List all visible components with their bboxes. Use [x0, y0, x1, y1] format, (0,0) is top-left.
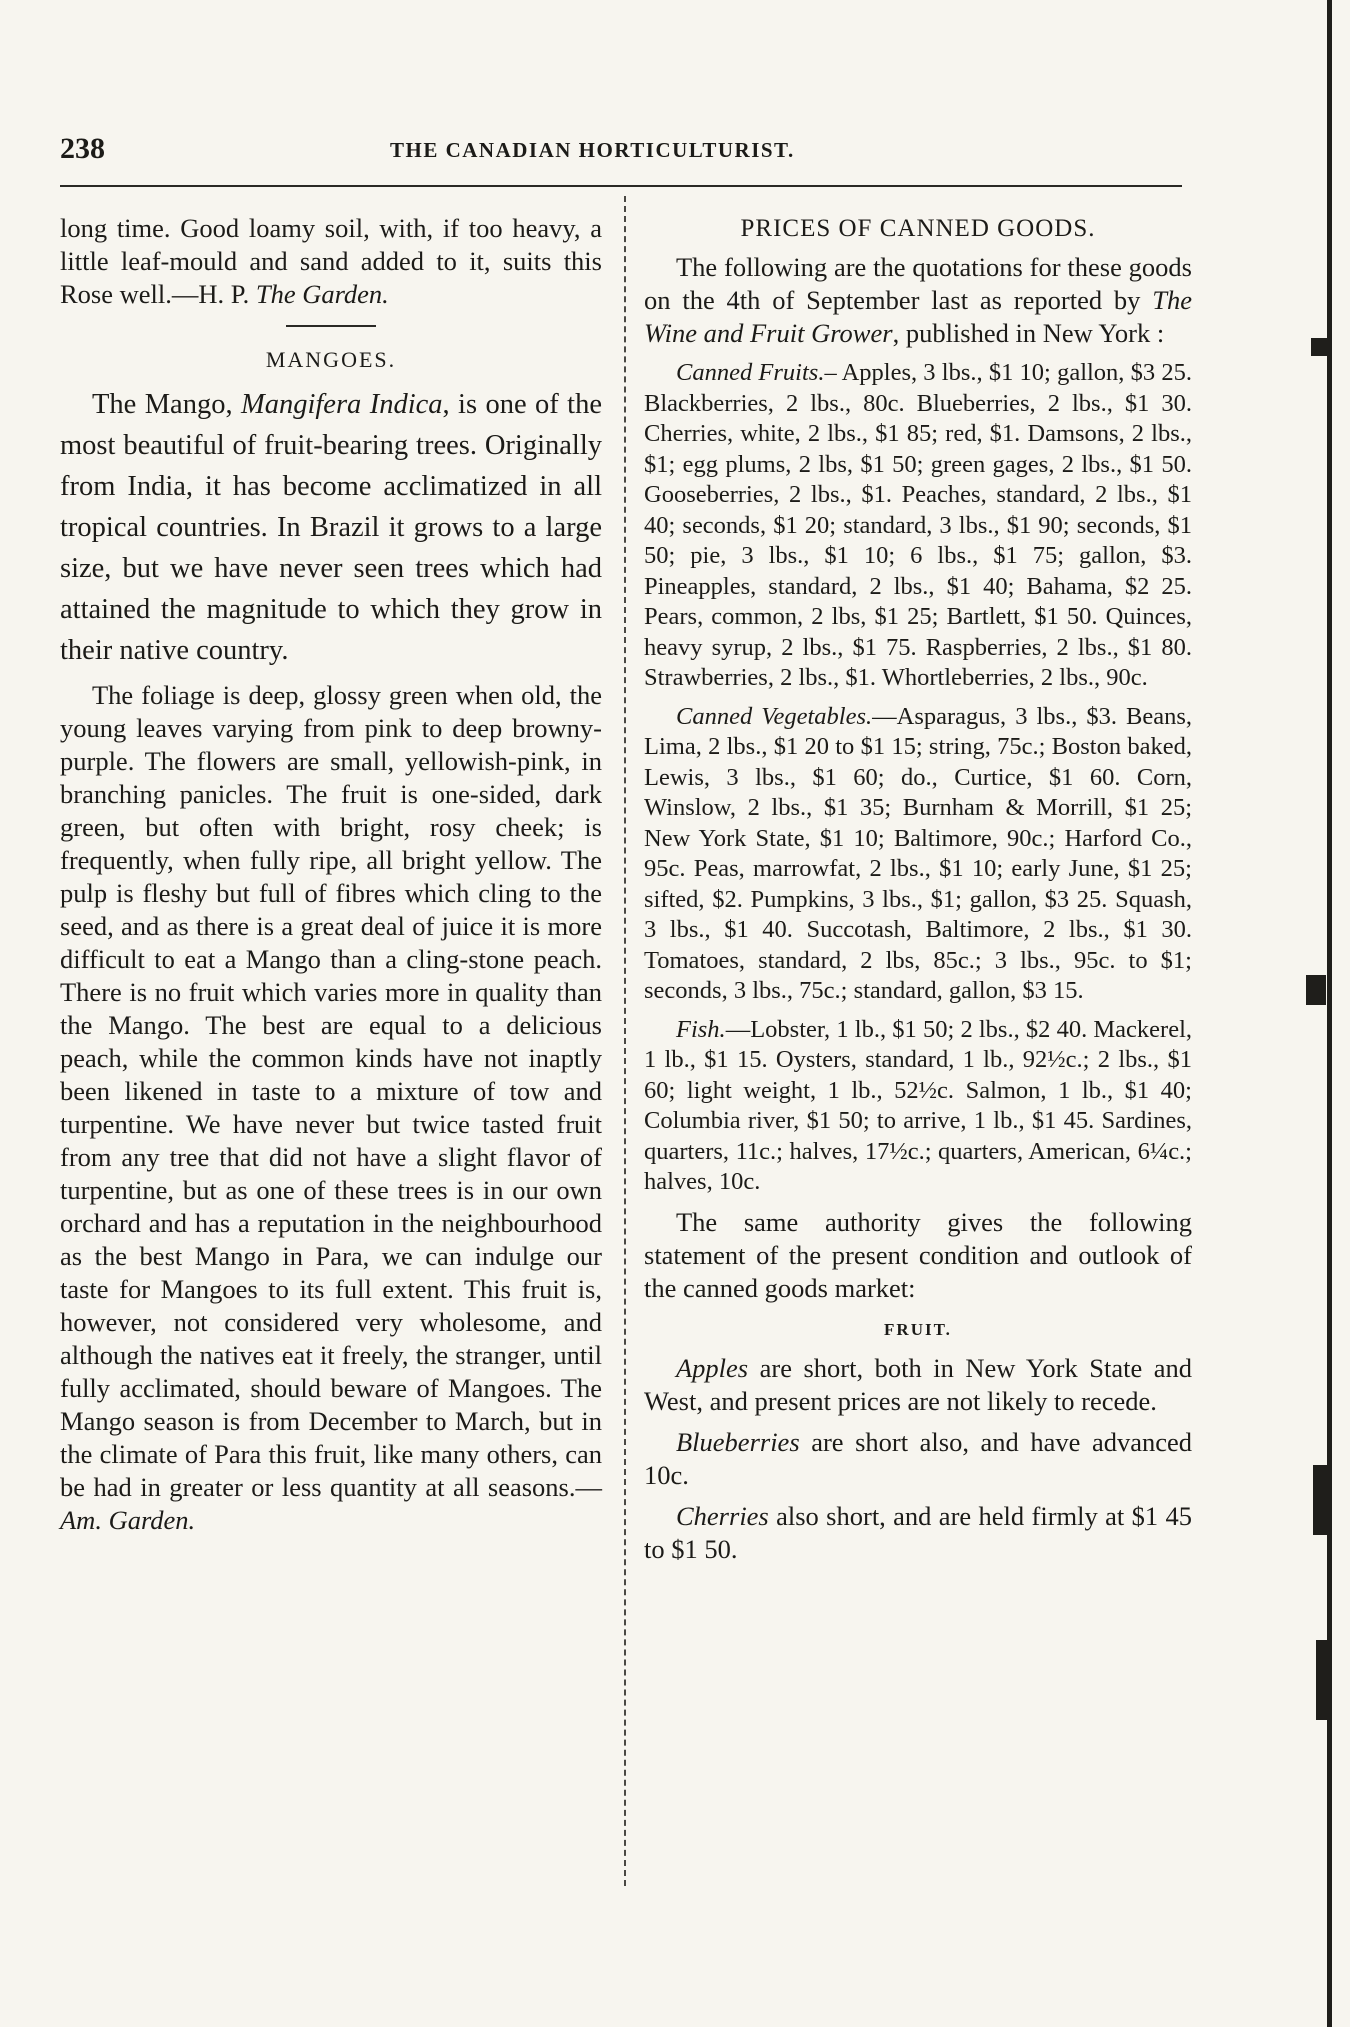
canned-vegetables-label: Canned Vegetables.: [676, 702, 873, 730]
intro-publication: The Wine and Fruit Grower: [644, 285, 1192, 348]
cherries-label: Cherries: [676, 1500, 769, 1531]
margin-mark: [1313, 1465, 1327, 1535]
apples-text: are short, both in New York State and West, and present prices are not likely to recede.: [644, 1352, 1192, 1416]
right-column: [644, 212, 1192, 1574]
canned-fruits-label: Canned Fruits.: [676, 359, 825, 386]
margin-mark: [1311, 338, 1327, 356]
fruit-subheading: FRUIT.: [884, 1319, 952, 1339]
prices-intro: [644, 251, 1192, 350]
authority-paragraph: The same authority gives the following statement of the present condition and outlook of the canned goods market:: [644, 1206, 1192, 1303]
running-title: THE CANADIAN HORTICULTURIST.: [390, 138, 795, 162]
mango-paragraph-1: [60, 384, 602, 671]
cherries-text: also short, and are held firmly at $1 45 to $1 50.: [644, 1500, 1192, 1564]
mango-paragraph-2: [60, 679, 602, 1537]
rose-text: long time. Good loamy soil, with, if too heavy, a little leaf-mould and sand added to it, suits this Rose well.—H. P.: [60, 213, 602, 309]
binding-edge: [1327, 0, 1332, 2027]
blueberries-text: are short also, and have advanced 10c.: [644, 1426, 1192, 1490]
mango-p1-rest: , is one of the most beautiful of fruit-bearing trees. Originally from India, it has become acclimatized in all tropical countries. In Brazil it grows to a large size, but we have never seen trees which had attained the magnitude to which they grow in their native country.: [60, 389, 602, 666]
mango-p1-start: The Mango,: [92, 389, 241, 420]
apples-paragraph: [644, 1352, 1192, 1418]
blueberries-paragraph: [644, 1426, 1192, 1492]
page-number: 238: [60, 132, 105, 165]
header-rule: [60, 185, 1182, 187]
margin-mark: [1306, 975, 1326, 1005]
rose-paragraph: [60, 212, 602, 311]
fish-label: Fish.: [676, 1015, 726, 1043]
canned-vegetables-paragraph: [644, 702, 1192, 1007]
intro-start: The following are the quotations for these goods on the 4th of September last as reported by: [644, 252, 1192, 315]
mango-source: Am. Garden.: [60, 1505, 196, 1535]
left-column: [60, 212, 602, 1545]
cherries-paragraph: [644, 1500, 1192, 1566]
page-header: [60, 132, 1182, 172]
fish-paragraph: [644, 1015, 1192, 1198]
fish-text: —Lobster, 1 lb., $1 50; 2 lbs., $2 40. Mackerel, 1 lb., $1 15. Oysters, standard, 1 lb., 92½c.; 2 lbs., $1 60; light weight, 1 lb., 52½c. Salmon, 1 lb., $1 40; Columbia river, $1 50; to arrive, 1 lb., $1 45. Sardines, quarters, 11c.; halves, 17½c.; quarters, American, 6¼c.; halves, 10c.: [644, 1015, 1192, 1195]
mango-species: Mangifera Indica: [240, 389, 443, 420]
margin-mark: [1316, 1640, 1327, 1720]
column-divider: [624, 196, 626, 1886]
canned-fruits-paragraph: [644, 358, 1192, 694]
canned-vegetables-text: —Asparagus, 3 lbs., $3. Beans, Lima, 2 lbs., $1 20 to $1 15; string, 75c.; Boston baked, Lewis, 3 lbs., $1 60; do., Curtice, $1 60. Corn, Winslow, 2 lbs., $1 35; Burnham & Morrill, $1 25; New York State, $1 10; Baltimore, 90c.; Harford Co., 95c. Peas, marrowfat, 2 lbs., $1 10; early June, $1 25; sifted, $2. Pumpkins, 3 lbs., $1; gallon, $3 25. Squash, 3 lbs., $1 40. Succotash, Baltimore, 2 lbs., $1 30. Tomatoes, standard, 2 lbs, 85c.; 3 lbs., 95c. to $1; seconds, 3 lbs., 75c.; standard, gallon, $3 15.: [644, 702, 1192, 1004]
rose-source: The Garden.: [255, 279, 389, 309]
prices-heading: PRICES OF CANNED GOODS.: [740, 215, 1096, 242]
mango-heading: MANGOES.: [265, 347, 397, 372]
canned-fruits-text: – Apples, 3 lbs., $1 10; gallon, $3 25. Blackberries, 2 lbs., 80c. Blueberries, 2 lbs., $1 30. Cherries, white, 2 lbs., $1 85; red, $1. Damsons, 2 lbs., $1; egg plums, 2 lbs, $1 50; green gages, 2 lbs., $1 50. Gooseberries, 2 lbs., $1. Peaches, standard, 2 lbs., $1 40; seconds, $1 20; standard, 3 lbs., $1 90; seconds, $1 50; pie, 3 lbs., $1 10; 6 lbs., $1 75; gallon, $3. Pineapples, standard, 2 lbs., $1 40; Bahama, $2 25. Pears, common, 2 lbs, $1 25; Bartlett, $1 50. Quinces, heavy syrup, 2 lbs., $1 75. Raspberries, 2 lbs., $1 80. Strawberries, 2 lbs., $1. Whortleberries, 2 lbs., 90c.: [644, 359, 1192, 691]
apples-label: Apples: [676, 1352, 749, 1383]
mango-p2-text: The foliage is deep, glossy green when old, the young leaves varying from pink to deep browny-purple. The flowers are small, yellowish-pink, in branching panicles. The fruit is one-sided, dark green, but often with bright, rosy cheek; is frequently, when fully ripe, all bright yellow. The pulp is fleshy but full of fibres which cling to the seed, and as there is a great deal of juice it is more difficult to eat a Mango than a cling-stone peach. There is no fruit which varies more in quality than the Mango. The best are equal to a delicious peach, while the common kinds have not inaptly been likened in taste to a mixture of tow and turpentine. We have never but twice tasted fruit from any tree that did not have a slight flavor of turpentine, but as one of these trees is in our own orchard and has a reputation in the neighbourhood as the best Mango in Para, we can indulge our taste for Mangoes to its full extent. This fruit is, however, not considered very wholesome, and although the natives eat it freely, the stranger, until fully acclimated, should beware of Mangoes. The Mango season is from December to March, but in the climate of Para this fruit, like many others, can be had in greater or less quantity at all seasons.—: [60, 680, 602, 1502]
intro-end: , published in New York :: [892, 318, 1165, 348]
blueberries-label: Blueberries: [676, 1426, 800, 1457]
section-divider: [286, 325, 376, 327]
